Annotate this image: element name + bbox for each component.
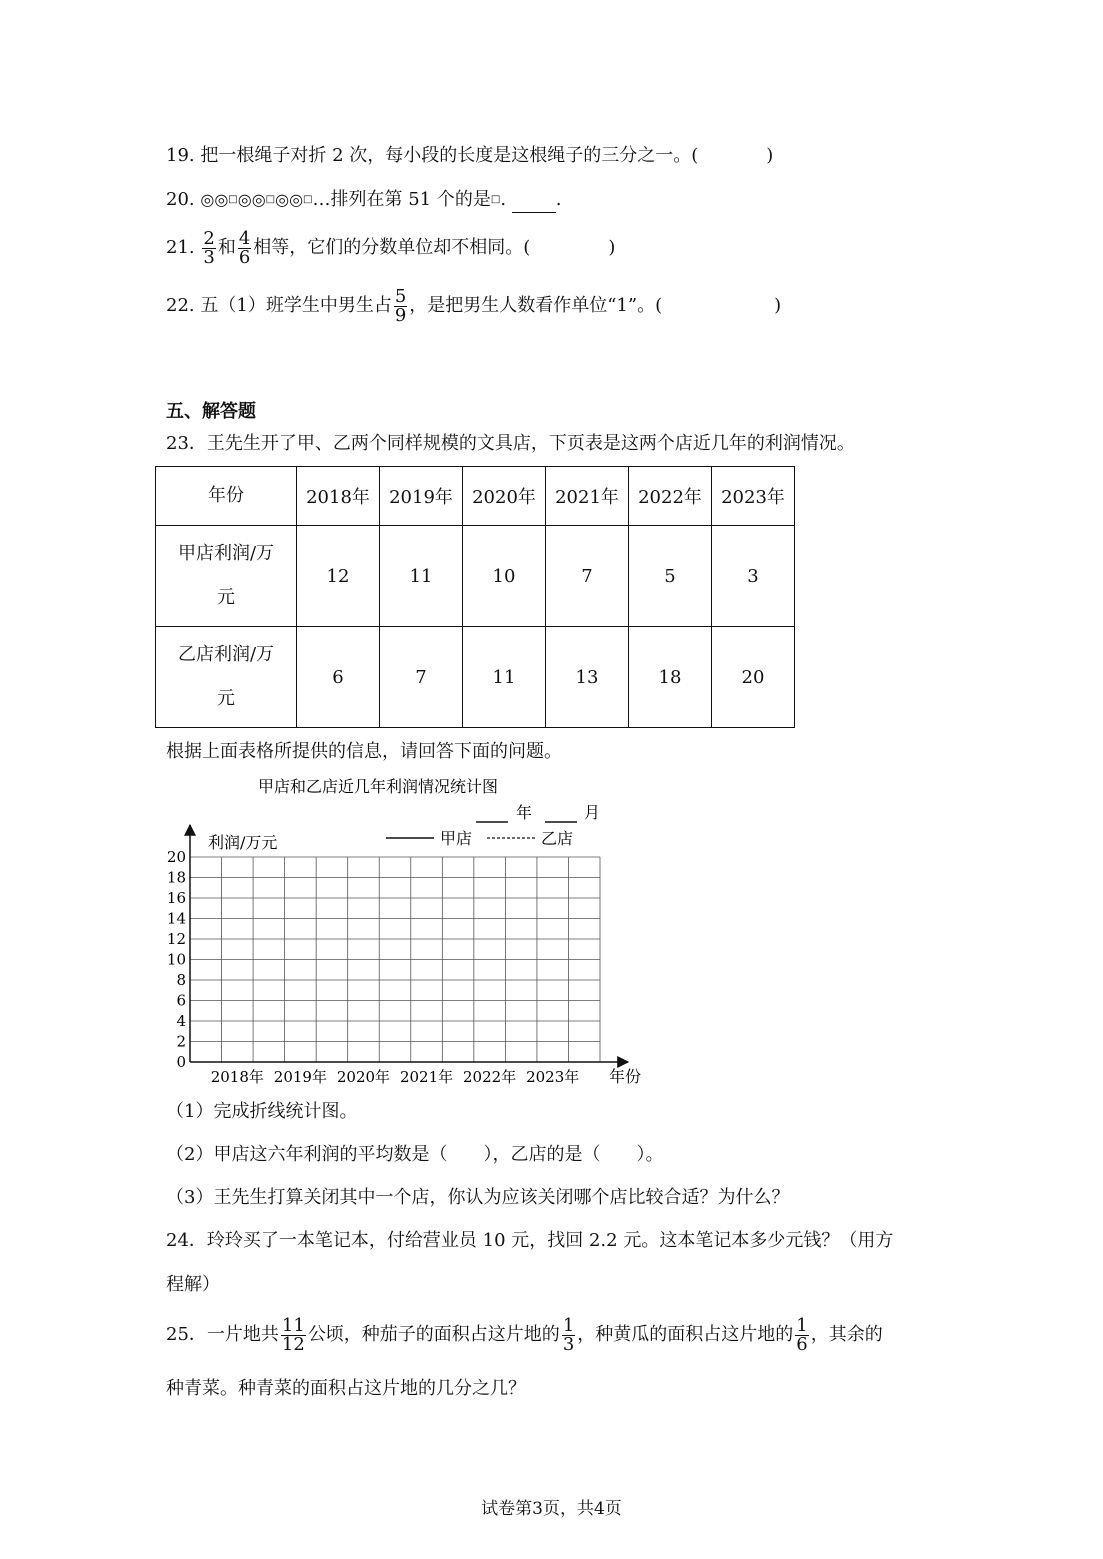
table-cell: 18: [629, 627, 712, 728]
x-tick-label: 2019年: [273, 1068, 327, 1086]
question-text: 把一根绳子对折 2 次，每小段的长度是这根绳子的三分之一。(: [200, 145, 699, 166]
x-tick-label: 2021年: [399, 1068, 454, 1086]
question-number: 20.: [166, 189, 195, 210]
row-label-yi: 乙店利润/万 元: [156, 627, 297, 728]
fraction-1-3: $\frac{1}{3}$: [562, 1314, 575, 1355]
date-line: [476, 803, 600, 822]
table-cell: 6: [297, 627, 380, 728]
pattern-symbols: ◎◎□◎◎□◎◎□…: [200, 189, 331, 210]
fraction-2-3: $\frac{2}{3}$: [203, 227, 215, 268]
y-tick-label: 14: [166, 909, 186, 928]
chart-grid: [190, 857, 600, 1062]
fraction-11-12: $\frac{11}{12}$: [281, 1314, 305, 1355]
y-axis-label: 利润/万元: [208, 833, 278, 852]
table-header-year: 2018年: [297, 467, 380, 526]
table-cell: 11: [463, 627, 546, 728]
question-21: 21. $\frac{2}{3}$ 和 $\frac{4}{6}$ 相等，它们的分数单位却不相同。( ): [166, 227, 616, 268]
y-tick-label: 6: [176, 991, 186, 1010]
x-tick-labels: [211, 1068, 580, 1086]
table-header-year: 2021年: [546, 467, 629, 526]
y-tick-label: 8: [176, 971, 186, 989]
profit-line-chart: [150, 770, 670, 1090]
legend-label-jia: 甲店: [440, 829, 473, 848]
y-tick-label: 20: [166, 848, 186, 866]
table-header-year: 2020年: [463, 467, 546, 526]
y-tick-labels: [167, 848, 186, 1071]
question-number: 22.: [166, 295, 195, 316]
section-title: 五、解答题: [166, 401, 256, 422]
table-header-year: 2022年: [629, 467, 712, 526]
y-tick-label: 16: [166, 889, 186, 907]
date-year: 年: [516, 803, 533, 822]
page-footer: 试卷第3页，共4页: [481, 1499, 622, 1519]
y-tick-label: 18: [166, 868, 186, 887]
after-table-text: 根据上面表格所提供的信息，请回答下面的问题。: [166, 741, 562, 762]
table-cell: 12: [297, 526, 380, 627]
square-symbol: □: [490, 194, 501, 205]
y-tick-label: 4: [176, 1012, 186, 1030]
fraction-4-6: $\frac{4}{6}$: [238, 227, 251, 268]
table-cell: 20: [712, 627, 795, 728]
x-tick-label: 2023年: [526, 1068, 580, 1086]
answer-paren-close: ): [766, 145, 774, 166]
question-22: 22. 五（1）班学生中男生占 $\frac{5}{9}$ ，是把男生人数看作单位“1”。( ): [166, 285, 782, 326]
sub-question-3: （3）王先生打算关闭其中一个店，你认为应该关闭哪个店比较合适？为什么？: [166, 1187, 790, 1208]
table-cell: 5: [629, 526, 712, 627]
chart-title: 甲店和乙店近几年利润情况统计图: [257, 777, 499, 796]
profit-table: [155, 466, 795, 728]
x-axis-label: 年份: [609, 1067, 642, 1086]
question-23-intro: 23．王先生开了甲、乙两个同样规模的文具店，下页表是这两个店近几年的利润情况。: [166, 433, 855, 454]
question-20: 20. ◎◎□◎◎□◎◎□…排列在第 51 个的是□. .: [166, 188, 562, 213]
question-text: 五（1）班学生中男生占: [200, 295, 392, 316]
question-25-line2: 种青菜。种青菜的面积占这片地的几分之几？: [166, 1378, 526, 1399]
question-24-line2: 程解）: [166, 1274, 220, 1295]
chart-legend: [386, 829, 573, 848]
answer-blank[interactable]: [512, 188, 556, 213]
chart-axes: [190, 825, 628, 1062]
legend-label-yi: 乙店: [541, 829, 574, 848]
table-header-row: [156, 467, 795, 526]
question-number: 21.: [166, 237, 195, 258]
table-header-label: 年份: [156, 467, 297, 526]
table-cell: 10: [463, 526, 546, 627]
question-19: [166, 144, 773, 168]
x-tick-label: 2022年: [463, 1068, 517, 1086]
table-cell: 3: [712, 526, 795, 627]
table-cell: 7: [380, 627, 463, 728]
x-tick-label: 2020年: [336, 1068, 391, 1086]
y-tick-label: 10: [166, 950, 186, 969]
question-text: 排列在第 51 个的是: [330, 189, 491, 210]
y-tick-label: 2: [176, 1032, 186, 1051]
table-cell: 13: [546, 627, 629, 728]
y-tick-label: 0: [176, 1053, 186, 1071]
table-row: [156, 627, 795, 728]
y-tick-label: 12: [166, 930, 186, 948]
row-label-jia: 甲店利润/万 元: [156, 526, 297, 627]
table-header-year: 2019年: [380, 467, 463, 526]
table-cell: 11: [380, 526, 463, 627]
sub-question-1: （1）完成折线统计图。: [166, 1101, 358, 1122]
fraction-1-6: $\frac{1}{6}$: [796, 1314, 808, 1355]
sub-question-2: （2）甲店这六年利润的平均数是（ ），乙店的是（ ）。: [166, 1144, 664, 1165]
date-month: 月: [584, 803, 601, 822]
table-row: [156, 526, 795, 627]
x-tick-label: 2018年: [210, 1068, 264, 1086]
table-header-year: 2023年: [712, 467, 795, 526]
question-25-line1: 25．一片地共 $\frac{11}{12}$ 公顷，种茄子的面积占这片地的 $\frac{1}{3}$ ，种黄瓜的面积占这片地的 $\frac{1}{6}$ ，其余的: [166, 1314, 883, 1355]
question-24-line1: 24．玲玲买了一本笔记本，付给营业员 10 元，找回 2.2 元。这本笔记本多少元钱？（用方: [166, 1230, 894, 1251]
table-cell: 7: [546, 526, 629, 627]
question-text: 相等，它们的分数单位却不相同。(: [253, 237, 531, 258]
question-number: 19.: [166, 145, 195, 166]
fraction-5-9: $\frac{5}{9}$: [394, 285, 407, 326]
